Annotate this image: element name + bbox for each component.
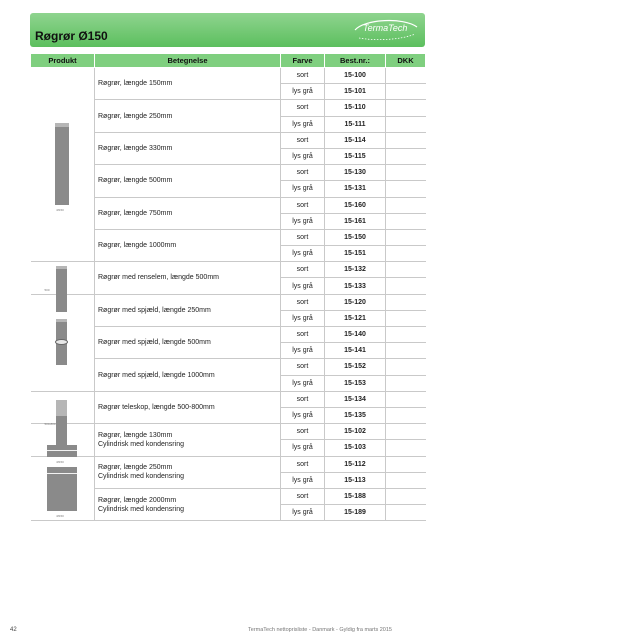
pipe-illustration: 500 [31, 262, 95, 293]
product-image-cell [31, 456, 95, 521]
termatech-logo [351, 18, 421, 42]
color-cell: sort [281, 132, 325, 148]
price-cell [386, 424, 426, 440]
color-cell: lys grå [281, 375, 325, 391]
description-line: Røgrør, længde 1000mm [98, 242, 177, 250]
color-cell: lys grå [281, 148, 325, 164]
product-description [95, 262, 281, 294]
pipe-illustration: 500-800 [31, 392, 95, 423]
description-line: Røgrør, længde 250mm [98, 464, 173, 472]
table-row [31, 262, 426, 278]
order-number-cell: 15-120 [325, 294, 386, 310]
color-cell: lys grå [281, 116, 325, 132]
order-number-cell: 15-113 [325, 472, 386, 488]
color-cell: sort [281, 424, 325, 440]
order-number-cell: 15-161 [325, 213, 386, 229]
pipe-illustration: Ø150 [31, 68, 95, 261]
column-header-description: Betegnelse [95, 54, 281, 68]
product-description [95, 100, 281, 132]
product-description [95, 165, 281, 197]
column-header-product: Produkt [31, 54, 95, 68]
price-cell [386, 456, 426, 472]
column-header-color: Farve [281, 54, 325, 68]
order-number-cell: 15-130 [325, 165, 386, 181]
price-cell [386, 505, 426, 521]
order-number-cell: 15-160 [325, 197, 386, 213]
table-row [31, 424, 426, 440]
color-cell: sort [281, 488, 325, 504]
price-cell [386, 407, 426, 423]
order-number-cell: 15-112 [325, 456, 386, 472]
pipe-illustration: Ø150 [31, 424, 95, 455]
order-number-cell: 15-132 [325, 262, 386, 278]
price-cell [386, 343, 426, 359]
order-number-cell: 15-151 [325, 246, 386, 262]
price-cell [386, 488, 426, 504]
color-cell: sort [281, 294, 325, 310]
price-cell [386, 262, 426, 278]
description-line: Røgrør, længde 500mm [98, 177, 173, 185]
price-cell [386, 229, 426, 245]
color-cell: lys grå [281, 440, 325, 456]
price-cell [386, 359, 426, 375]
color-cell: sort [281, 359, 325, 375]
description-line: Cylindrisk med kondensring [98, 473, 184, 481]
price-cell [386, 472, 426, 488]
order-number-cell: 15-150 [325, 229, 386, 245]
price-cell [386, 440, 426, 456]
price-cell [386, 246, 426, 262]
product-image-cell [31, 68, 95, 262]
description-line: Røgrør med spjæld, længde 500mm [98, 339, 211, 347]
price-cell [386, 100, 426, 116]
table-body [31, 68, 426, 521]
table-header-row [31, 54, 426, 68]
color-cell: lys grå [281, 84, 325, 100]
product-description [95, 456, 281, 488]
description-line: Røgrør med spjæld, længde 1000mm [98, 371, 215, 379]
order-number-cell: 15-100 [325, 68, 386, 84]
order-number-cell: 15-152 [325, 359, 386, 375]
color-cell: sort [281, 456, 325, 472]
price-cell [386, 84, 426, 100]
order-number-cell: 15-103 [325, 440, 386, 456]
order-number-cell: 15-131 [325, 181, 386, 197]
order-number-cell: 15-121 [325, 310, 386, 326]
price-cell [386, 132, 426, 148]
color-cell: lys grå [281, 278, 325, 294]
color-cell: lys grå [281, 181, 325, 197]
description-line: Røgrør, længde 2000mm [98, 496, 177, 504]
description-line: Røgrør teleskop, længde 500-800mm [98, 403, 215, 411]
product-image-cell [31, 391, 95, 426]
price-cell [386, 391, 426, 407]
product-description [95, 424, 281, 456]
column-header-price: DKK [386, 54, 426, 68]
color-cell: lys grå [281, 505, 325, 521]
order-number-cell: 15-102 [325, 424, 386, 440]
product-image-cell [31, 262, 95, 294]
table-row [31, 294, 426, 310]
description-line: Røgrør, længde 130mm [98, 431, 173, 439]
table-row [31, 391, 426, 407]
pipe-illustration [31, 295, 95, 391]
color-cell: sort [281, 68, 325, 84]
color-cell: sort [281, 327, 325, 343]
product-description [95, 197, 281, 229]
product-image-cell [31, 294, 95, 391]
order-number-cell: 15-114 [325, 132, 386, 148]
price-cell [386, 181, 426, 197]
price-cell [386, 375, 426, 391]
product-description [95, 391, 281, 423]
order-number-cell: 15-133 [325, 278, 386, 294]
color-cell: sort [281, 197, 325, 213]
title-banner [30, 13, 425, 47]
product-description [95, 229, 281, 261]
order-number-cell: 15-141 [325, 343, 386, 359]
order-number-cell: 15-110 [325, 100, 386, 116]
page-title: Røgrør Ø150 [35, 29, 108, 43]
color-cell: lys grå [281, 407, 325, 423]
color-cell: sort [281, 165, 325, 181]
footer-text: TermaTech nettoprisliste - Danmark - Gyldig fra marts 2015 [248, 627, 392, 633]
color-cell: lys grå [281, 472, 325, 488]
description-line: Cylindrisk med kondensring [98, 505, 184, 513]
color-cell: lys grå [281, 246, 325, 262]
product-description [95, 132, 281, 164]
table-row [31, 456, 426, 472]
product-description [95, 488, 281, 520]
price-cell [386, 148, 426, 164]
price-cell [386, 327, 426, 343]
logo-wordmark: TermaTech [363, 23, 408, 33]
table-row [31, 68, 426, 84]
color-cell: sort [281, 391, 325, 407]
price-cell [386, 165, 426, 181]
description-line: Røgrør, længde 750mm [98, 209, 173, 217]
color-cell: sort [281, 100, 325, 116]
description-line: Røgrør med spjæld, længde 250mm [98, 306, 211, 314]
price-cell [386, 68, 426, 84]
page-number: 42 [10, 627, 17, 633]
product-description [95, 359, 281, 391]
color-cell: sort [281, 262, 325, 278]
description-line: Cylindrisk med kondensring [98, 440, 184, 448]
order-number-cell: 15-135 [325, 407, 386, 423]
order-number-cell: 15-134 [325, 391, 386, 407]
description-line: Røgrør med renselem, længde 500mm [98, 274, 219, 282]
price-cell [386, 213, 426, 229]
order-number-cell: 15-111 [325, 116, 386, 132]
price-cell [386, 294, 426, 310]
color-cell: lys grå [281, 213, 325, 229]
order-number-cell: 15-189 [325, 505, 386, 521]
order-number-cell: 15-188 [325, 488, 386, 504]
product-description [95, 294, 281, 326]
color-cell: lys grå [281, 310, 325, 326]
order-number-cell: 15-115 [325, 148, 386, 164]
description-line: Røgrør, længde 250mm [98, 112, 173, 120]
column-header-order-number: Best.nr.: [325, 54, 386, 68]
color-cell: sort [281, 229, 325, 245]
description-line: Røgrør, længde 330mm [98, 144, 173, 152]
order-number-cell: 15-153 [325, 375, 386, 391]
product-description [95, 327, 281, 359]
price-table [30, 53, 426, 521]
order-number-cell: 15-140 [325, 327, 386, 343]
price-cell [386, 278, 426, 294]
product-description [95, 68, 281, 100]
product-image-cell [31, 424, 95, 465]
description-line: Røgrør, længde 150mm [98, 80, 173, 88]
price-cell [386, 197, 426, 213]
price-cell [386, 310, 426, 326]
price-cell [386, 116, 426, 132]
order-number-cell: 15-101 [325, 84, 386, 100]
color-cell: lys grå [281, 343, 325, 359]
pipe-illustration: Ø150 [31, 457, 95, 521]
